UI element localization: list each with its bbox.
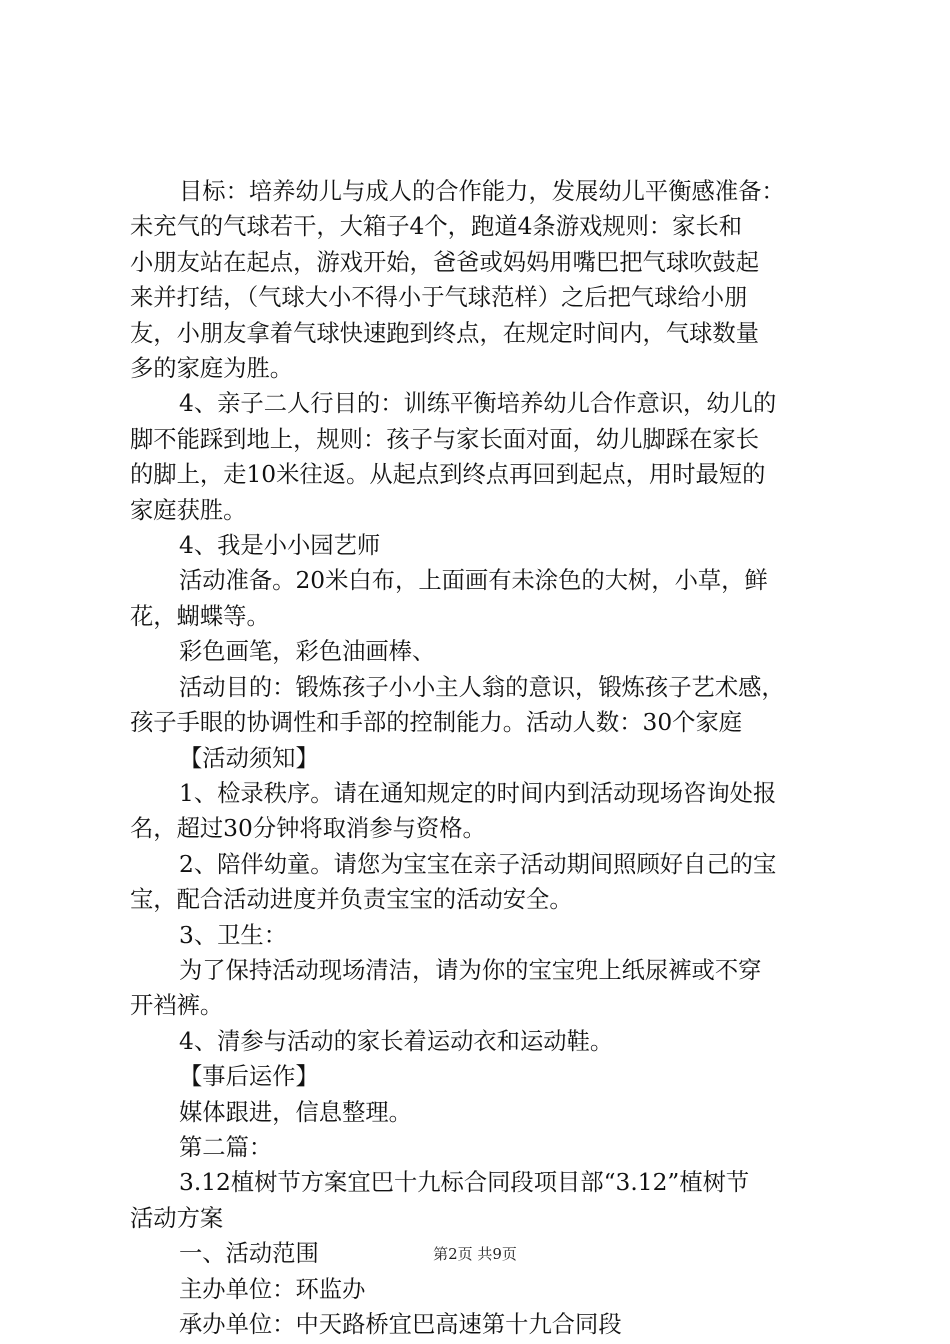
paragraph-line: 为了保持活动现场清洁，请为你的宝宝兜上纸尿裤或不穿 [179,956,762,984]
section-heading: 一、活动范围 [179,1240,319,1268]
paragraph-line: 未充气的气球若干，大箱子4个，跑道4条游戏规则：家长和 [130,213,743,241]
paragraph-line: 2、陪伴幼童。请您为宝宝在亲子活动期间照顾好自己的宝 [179,850,777,878]
paragraph-line: 小朋友站在起点，游戏开始，爸爸或妈妈用嘴巴把气球吹鼓起 [130,248,760,276]
paragraph-line: 友，小朋友拿着气球快速跑到终点，在规定时间内，气球数量 [130,319,760,347]
paragraph-line: 3、卫生： [179,921,288,949]
paragraph-line: 宝，配合活动进度并负责宝宝的活动安全。 [130,886,573,914]
page-number-footer: 第2页 共9页 [433,1245,517,1263]
paragraph-line: 开裆裤。 [130,992,224,1020]
paragraph-line: 家庭获胜。 [130,496,247,524]
paragraph-line: 名，超过30分钟将取消参与资格。 [130,815,486,843]
paragraph-line: 1、检录秩序。请在通知规定的时间内到活动现场咨询处报 [179,779,777,807]
paragraph-line: 来并打结，（气球大小不得小于气球范样）之后把气球给小朋 [130,284,748,312]
paragraph-line: 承办单位：中天路桥宜巴高速第十九合同段 [179,1311,622,1338]
paragraph-line: 主办单位：环监办 [179,1275,366,1303]
paragraph-line: 目标：培养幼儿与成人的合作能力，发展幼儿平衡感准备： [179,178,785,205]
document-body [130,174,830,1342]
paragraph-line: 媒体跟进，信息整理。 [179,1098,412,1126]
section-heading: 【事后运作】 [179,1063,319,1091]
paragraph-line: 彩色画笔，彩色油画棒、 [179,638,436,666]
paragraph-line: 活动方案 [130,1204,224,1232]
paragraph-line: 孩子手眼的协调性和手部的控制能力。活动人数：30个家庭 [130,709,743,737]
paragraph-line: 3.12植树节方案宜巴十九标合同段项目部“3.12”植树节 [179,1169,750,1197]
paragraph-line: 4、我是小小园艺师 [179,532,381,560]
paragraph-line: 4、清参与活动的家长着运动衣和运动鞋。 [179,1027,614,1055]
paragraph-line: 活动目的：锻炼孩子小小主人翁的意识，锻炼孩子艺术感， [179,673,785,701]
section-heading: 第二篇： [179,1133,273,1161]
section-heading: 【活动须知】 [179,744,319,772]
paragraph-line: 的脚上，走10米往返。从起点到终点再回到起点，用时最短的 [130,461,766,489]
paragraph-line: 脚不能踩到地上，规则：孩子与家长面对面，幼儿脚踩在家长 [130,425,760,453]
paragraph-line: 活动准备。20米白布，上面画有未涂色的大树，小草，鲜 [179,567,768,595]
paragraph-line: 花，蝴蝶等。 [130,602,270,630]
paragraph-line: 多的家庭为胜。 [130,355,294,383]
paragraph-line: 4、亲子二人行目的：训练平衡培养幼儿合作意识，幼儿的 [179,390,777,418]
